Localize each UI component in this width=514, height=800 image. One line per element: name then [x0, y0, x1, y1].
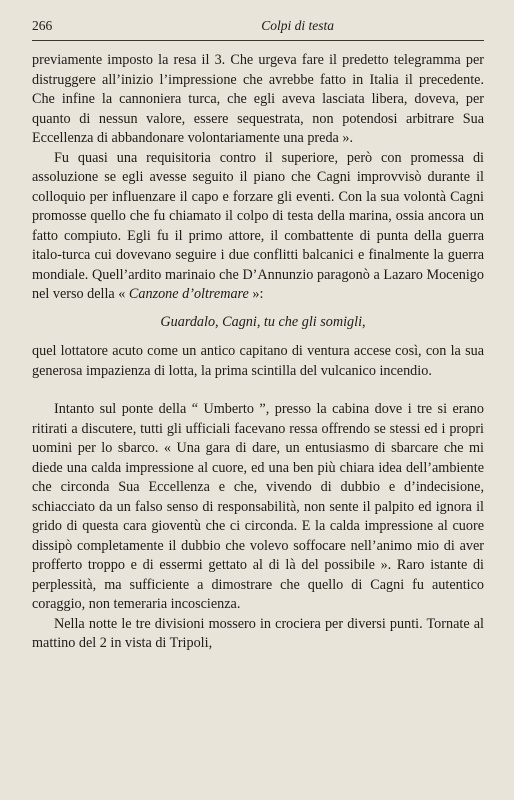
page-header [32, 18, 484, 41]
page-number: 266 [32, 18, 53, 33]
paragraph-2-end: »: [248, 286, 264, 302]
section-break [32, 381, 484, 400]
paragraph-4: Intanto sul ponte della “ Umberto ”, presso la cabina dove i tre si erano ritirati a discutere, tutti gli ufficiali facevano ressa offrendo se stessi ed i propri uomini per lo sbarco. « Una gara di dare, un entusiasmo di sbarcare che mi diede una calda impressione al cuore, ed una ben più chiara idea dell’ambiente che circonda Sua Eccellenza e che, vivendo di dubbio e d’indecisione, schiacciato da un falso senso di responsabilità, non sente il palpito ed ignora il grido di questa cara gioventù che ci circonda. E la calda impressione al cuore dissipò completamente il dubbio che volevo soffocare nell’animo mio di aver profferto troppo e di essermi gettato al di là del possibile ». Raro istante di perplessità, ma sufficiente a dimostrare che quello di Cagni fu autentico coraggio, non temeraria incoscienza. [32, 401, 484, 612]
paragraph-5: Nella notte le tre divisioni mossero in crociera per diversi punti. Tornate al mattino del 2 in vista di Tripoli, [32, 615, 484, 651]
paragraph-3: quel lottatore acuto come un antico capitano di ventura accese così, con la sua generosa impazienza di lotta, la prima scintilla del vulcanico incendio. [32, 343, 484, 379]
paragraph-2-text: Fu quasi una requisitoria contro il superiore, però con promessa di assoluzione se egli avesse seguito il piano che Cagni improvvisò durante il colloquio per influenzare il capo e forzare gli eventi. Con la sua volontà Cagni promosse quello che fu chiamato il colpo di testa della marina, ossia ancora un fatto compiuto. Egli fu il primo attore, il combattente di punta della guerra italo-turca cui dovevano seguire i due conflitti balcanici e finalmente la guerra mondiale. Quell’ardito marinaio che D’Annunzio paragonò a Lazaro Mocenigo nel verso della « [32, 149, 484, 302]
paragraph-1: previamente imposto la resa il 3. Che urgeva fare il predetto telegramma per distruggere all’inizio l’impressione che avrebbe fatto in Italia il precedente. Che infine la cannoniera turca, che egli aveva lasciata libera, doveva, per quanto di nessun valore, essere sequestrata, non potendosi arbitrare Sua Eccellenza di abbandonare volontariamente una preda ». [32, 52, 484, 146]
running-title: Colpi di testa [261, 18, 334, 33]
paragraph-2 [32, 149, 484, 305]
poem-title: Canzone d’oltremare [128, 286, 249, 302]
page-body [32, 51, 484, 654]
verse-quote: Guardalo, Cagni, tu che gli somigli, [160, 313, 366, 330]
